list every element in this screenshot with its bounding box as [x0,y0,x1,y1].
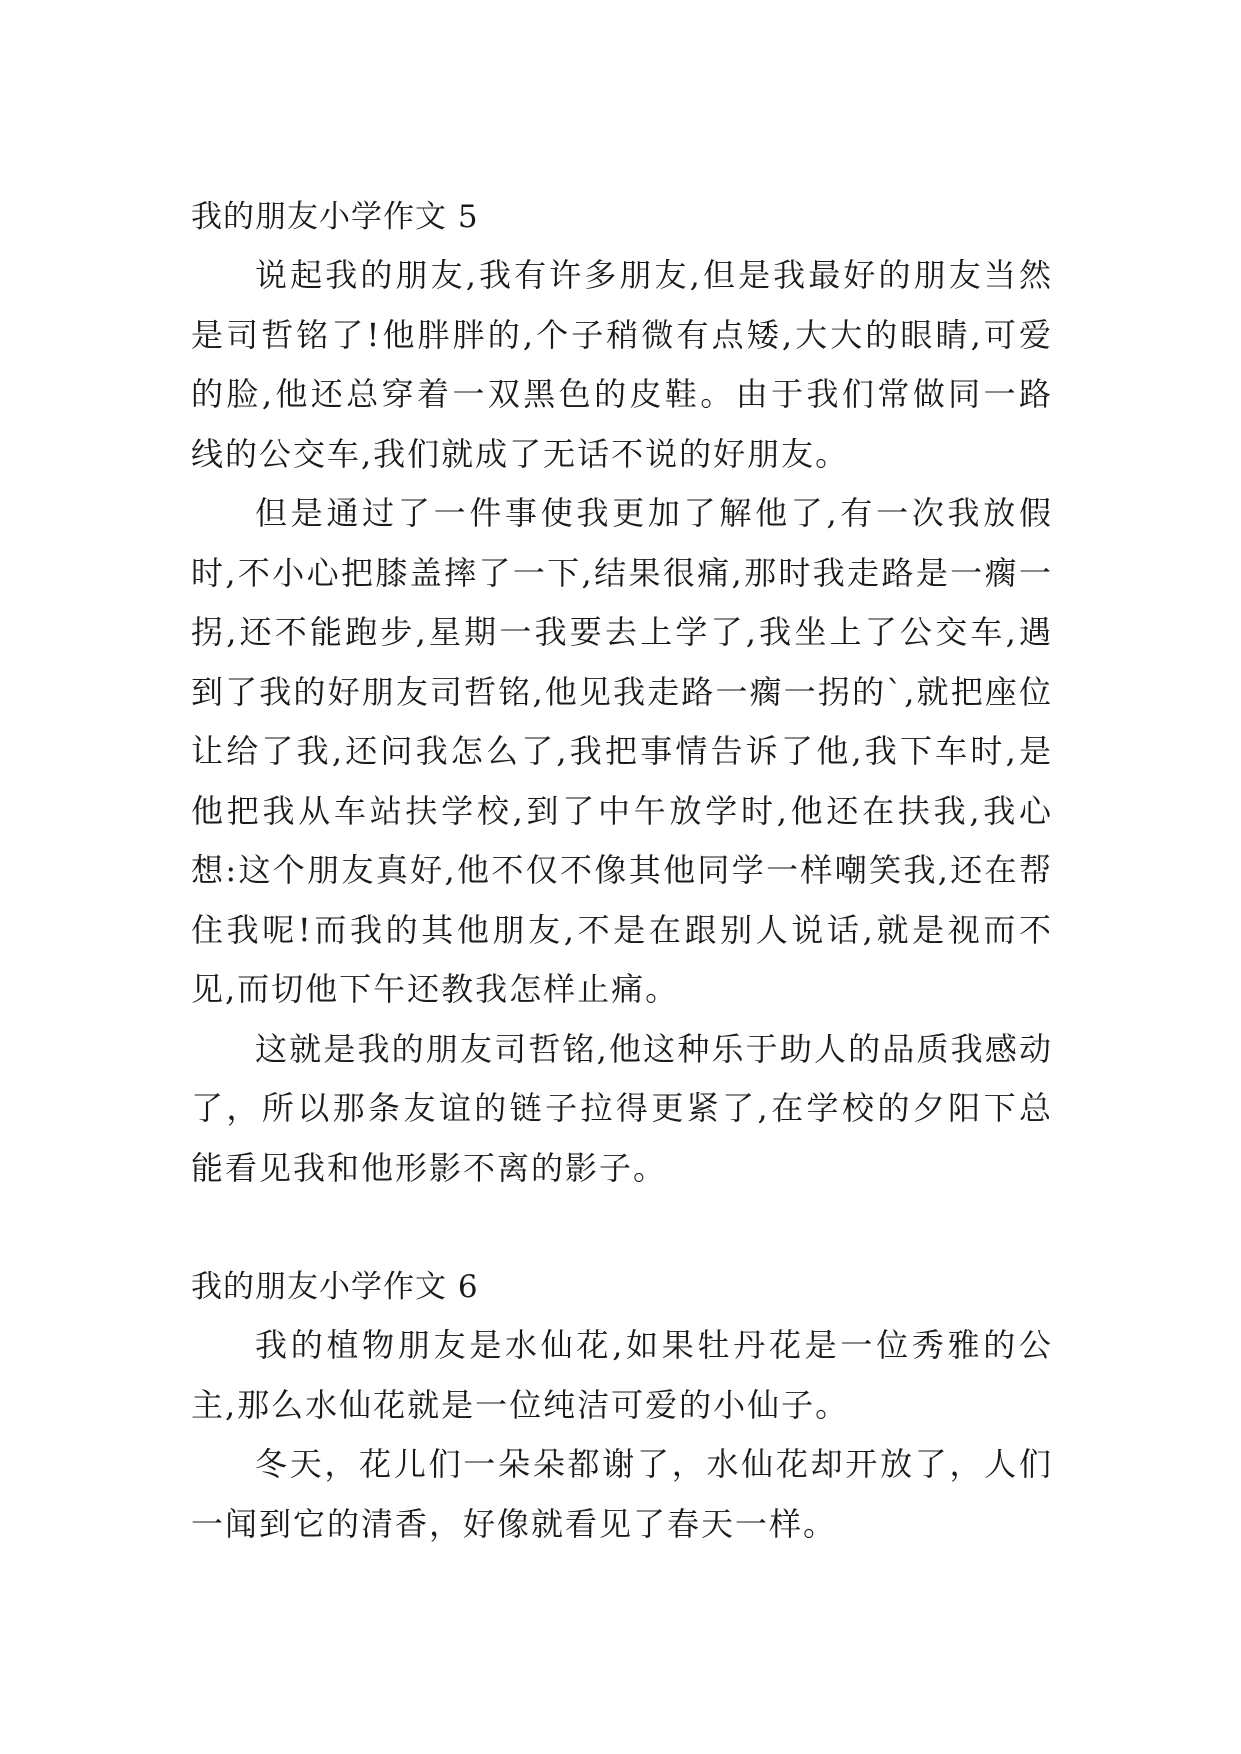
section-title: 我的朋友小学作文 5 [191,199,479,235]
paragraph: 我的植物朋友是水仙花,如果牡丹花是一位秀雅的公主,那么水仙花就是一位纯洁可爱的小仙子。 [191,1326,1053,1424]
paragraph: 但是通过了一件事使我更加了解他了,有一次我放假时,不小心把膝盖摔了一下,结果很痛,那时我走路是一瘸一拐,还不能跑步,星期一我要去上学了,我坐上了公交车,遇到了我的好朋友司哲铭,他见我走路一瘸一拐的`,就把座位让给了我,还问我怎么了,我把事情告诉了他,我下车时,是他把我从车站扶学校,到了中午放学时,他还在扶我,我心想:这个朋友真好,他不仅不像其他同学一样嘲笑我,还在帮住我呢!而我的其他朋友,不是在跟别人说话,就是视而不见,而切他下午还教我怎样止痛。 [191,494,1053,1008]
essay-section-6 [191,1258,1053,1554]
paragraph: 这就是我的朋友司哲铭,他这种乐于助人的品质我感动了，所以那条友谊的链子拉得更紧了,在学校的夕阳下总能看见我和他形影不离的影子。 [191,1029,1053,1187]
section-spacer [191,1198,1053,1258]
section-title: 我的朋友小学作文 6 [191,1269,479,1305]
document-body [191,188,1053,1554]
paragraph: 冬天，花儿们一朵朵都谢了，水仙花却开放了，人们一闻到它的清香，好像就看见了春天一样。 [191,1445,1053,1543]
paragraph: 说起我的朋友,我有许多朋友,但是我最好的朋友当然是司哲铭了!他胖胖的,个子稍微有点矮,大大的眼睛,可爱的脸,他还总穿着一双黑色的皮鞋。由于我们常做同一路线的公交车,我们就成了无话不说的好朋友。 [191,256,1053,473]
essay-section-5 [191,188,1053,1198]
